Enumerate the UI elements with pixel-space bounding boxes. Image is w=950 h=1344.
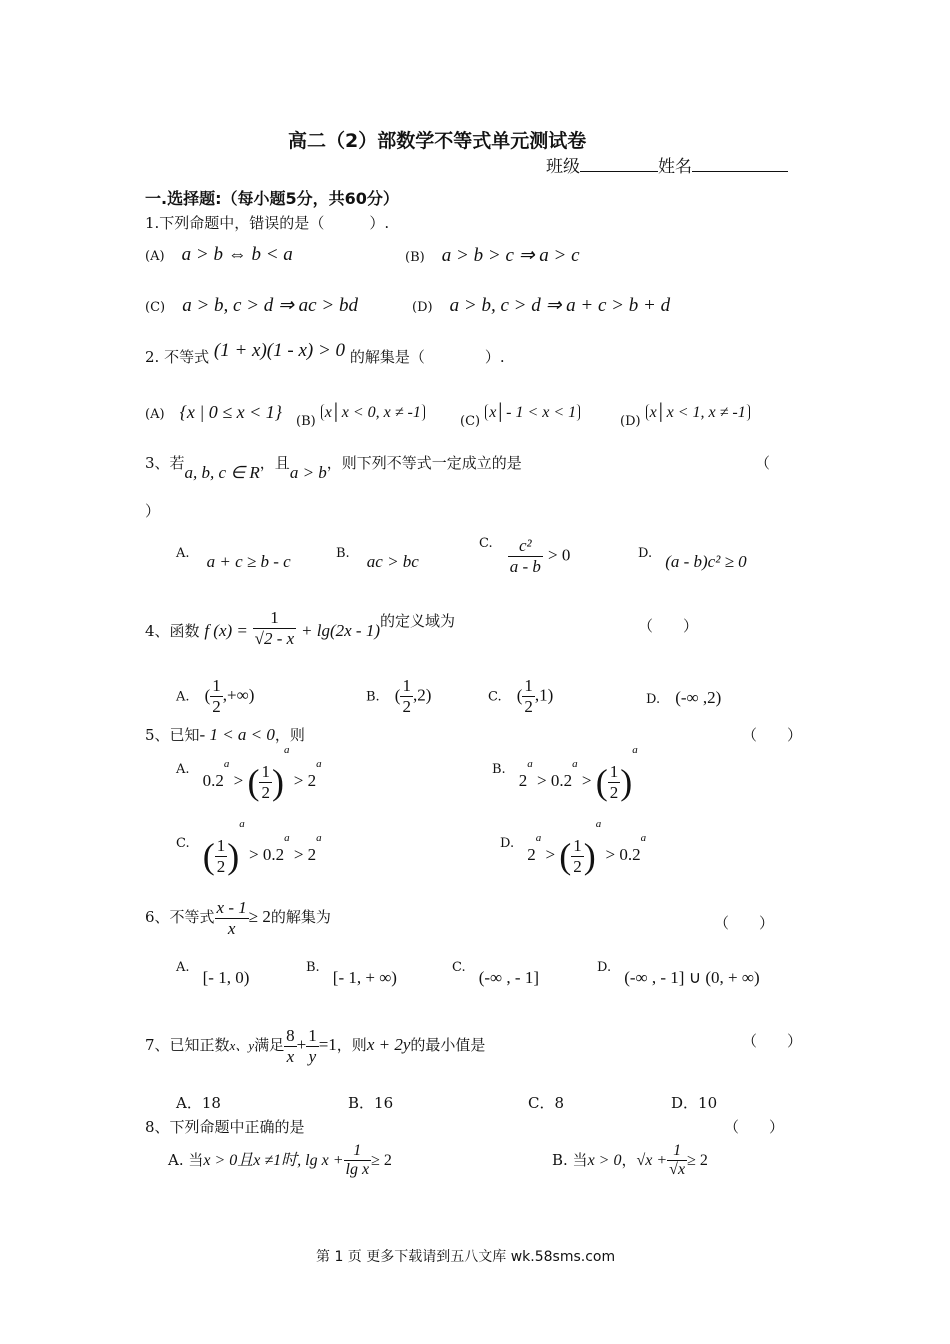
- frac-den: y: [308, 1046, 317, 1066]
- q3-prefix: 3、若: [145, 454, 185, 472]
- q3-option-d: [638, 542, 747, 571]
- q8-option-b: [552, 1142, 708, 1180]
- q2-option-c: [460, 402, 580, 429]
- option-label: (A): [145, 249, 165, 264]
- option-expr: ac > bc: [366, 552, 419, 571]
- page-footer: 第 1 页 更多下载请到五八文库 wk.58sms.com: [316, 1249, 616, 1265]
- q4-option-b: [366, 676, 431, 716]
- option-label: B.: [306, 960, 320, 975]
- option-label: B. 当: [552, 1150, 588, 1169]
- q7-option-c: C．8: [528, 1094, 565, 1112]
- frac-num: 1: [216, 836, 226, 855]
- q6-option-b: [306, 960, 397, 987]
- q4-option-d: [646, 688, 721, 708]
- option-fraction: [344, 1142, 372, 1180]
- base-2: 2: [307, 770, 317, 790]
- option-label: C.: [176, 836, 190, 851]
- option-expr: x│x < 1, x ≠ -1: [646, 404, 750, 421]
- frac-num: x - 1: [216, 898, 247, 917]
- q1-option-c: [145, 294, 358, 317]
- frac-num: 1: [573, 836, 582, 855]
- q1-option-b: [405, 244, 580, 267]
- option-open: (: [204, 685, 211, 705]
- gt-sign: >: [581, 770, 592, 790]
- q5-option-d: $^{D.}$ $2^a$ > ( $\frac{1}{2}$ )$^a$ > 0.2$^a$: [500, 818, 647, 877]
- option-label: B.: [492, 762, 506, 777]
- section-heading: 一.选择题:（每小题5分，共60分）: [145, 189, 399, 208]
- frac-den: 2: [261, 782, 270, 802]
- frac-den: 2: [402, 696, 411, 716]
- frac-den: x: [286, 1046, 295, 1066]
- q7-prefix: 7、已知正数: [145, 1036, 230, 1055]
- q2-stem: [145, 340, 505, 368]
- base-02: 0.2: [262, 844, 285, 864]
- option-label: (A): [145, 407, 165, 422]
- q3-option-c: [479, 536, 570, 576]
- q2-option-b: [296, 402, 425, 429]
- frac-den: √x: [669, 1161, 686, 1179]
- base-02: 0.2: [550, 770, 573, 790]
- name-blank: [692, 171, 788, 172]
- q3-paren-open: （: [755, 454, 771, 472]
- q7-mid: 满足: [254, 1036, 285, 1055]
- exp-a: a: [316, 758, 322, 770]
- frac-den: a - b: [509, 556, 541, 576]
- gt-sign: >: [293, 844, 304, 864]
- option-label: C.: [488, 689, 502, 705]
- q2-suffix: 的解集是（ ）.: [349, 348, 505, 366]
- base-2: 2: [527, 844, 536, 864]
- q5-suffix: ，则: [274, 726, 305, 744]
- q8-option-a: [168, 1142, 392, 1180]
- q8-paren: （ ）: [724, 1118, 785, 1136]
- q4-fraction: [253, 608, 297, 648]
- option-fraction: [508, 536, 543, 576]
- option-expr: √x +: [636, 1151, 668, 1169]
- q6-option-c: [452, 960, 539, 987]
- q2-option-a: [145, 402, 282, 423]
- q7-option-a: A．18: [176, 1094, 221, 1112]
- option-tail: ≥ 2: [371, 1151, 392, 1169]
- option-cond: x > 0且x ≠1时, lg x +: [203, 1151, 344, 1169]
- option-expr: a > b, c > d ⇒ a + c > b + d: [449, 295, 671, 316]
- frac-den: 2: [609, 782, 619, 802]
- frac-num: 1: [308, 1026, 317, 1045]
- option-label: B.: [366, 689, 380, 705]
- q5-option-a: $^{A.}$ 0.2$^a$ > ( $\frac{1}{2}$ )$^a$ > 2$^a$: [176, 744, 322, 803]
- option-open: (: [394, 685, 401, 705]
- q5-expr: - 1 < a < 0: [199, 725, 275, 744]
- q3-paren-close: ）: [145, 502, 161, 520]
- option-label: C.: [452, 960, 466, 975]
- half-fraction: [571, 836, 584, 876]
- option-tail: ,+∞): [222, 685, 255, 705]
- frac-num: 8: [286, 1026, 295, 1045]
- q6-paren: （ ）: [714, 914, 775, 932]
- q4-option-c: [488, 676, 553, 716]
- frac-num: 1: [524, 676, 533, 695]
- base-02: 0.2: [619, 844, 641, 864]
- q4-suffix: 的定义域为: [379, 612, 455, 631]
- exp-a: a: [572, 758, 578, 770]
- q4-option-a: [176, 676, 254, 716]
- class-label: 班级: [546, 157, 580, 177]
- q7-frac1: [284, 1026, 297, 1066]
- gt-sign: >: [248, 844, 259, 864]
- q7-frac2: [306, 1026, 319, 1066]
- option-comma: ，: [621, 1150, 637, 1169]
- q7-paren: （ ）: [742, 1032, 803, 1050]
- exp-a: a: [632, 744, 638, 756]
- frac-den: 2: [573, 856, 582, 876]
- frac-den: lg x: [345, 1161, 370, 1179]
- q6-suffix: 的解集为: [270, 908, 331, 927]
- half-fraction: [215, 836, 228, 876]
- exp-a: a: [283, 744, 290, 756]
- q7-vars: x、y: [229, 1038, 255, 1054]
- option-fraction: [667, 1142, 687, 1180]
- frac-den: 2: [212, 696, 221, 716]
- class-blank: [580, 171, 658, 172]
- option-expr: a + c ≥ b - c: [206, 552, 291, 571]
- q2-expr: (1 + x)(1 - x) > 0: [213, 340, 346, 361]
- option-open: (: [516, 685, 523, 705]
- frac-den: 2: [524, 696, 533, 716]
- q3-cond2: a > b: [289, 463, 327, 482]
- base-2: 2: [307, 844, 317, 864]
- exp-a: a: [284, 832, 290, 844]
- option-expr: x│- 1 < x < 1: [485, 404, 580, 421]
- option-tail: > 0: [547, 545, 571, 565]
- option-label: D.: [500, 836, 515, 851]
- q6-option-a: [176, 960, 250, 987]
- page-title: 高二（2）部数学不等式单元测试卷: [288, 130, 587, 152]
- q5-option-c: $^{C.}$ ( $\frac{1}{2}$ )$^a$ > 0.2$^a$ > 2$^a$: [176, 818, 322, 877]
- exp-a: a: [223, 758, 230, 770]
- q7-suffix: 的最小值是: [410, 1036, 486, 1055]
- q1-option-d: [412, 294, 670, 317]
- q7-plus: +: [296, 1035, 307, 1055]
- q3-option-a: [176, 542, 291, 571]
- option-expr: (a - b)c² ≥ 0: [665, 552, 747, 571]
- q2-prefix: 2. 不等式: [145, 348, 210, 366]
- option-expr: (-∞ , - 1] ∪ (0, + ∞): [624, 968, 760, 987]
- option-label: (C): [460, 414, 481, 429]
- option-expr: (-∞ , - 1]: [478, 968, 539, 987]
- option-label: (D): [412, 300, 433, 315]
- option-label: (B): [296, 414, 316, 429]
- q6-prefix: 6、不等式: [145, 908, 215, 927]
- q4-stem: [145, 608, 455, 652]
- q4-prefix: 4、函数: [145, 622, 200, 641]
- frac-num: c²: [508, 536, 543, 557]
- option-label: D.: [638, 546, 653, 561]
- exp-a: a: [535, 832, 542, 844]
- option-expr: (-∞ ,2): [675, 688, 722, 707]
- frac-den: √2 - x: [254, 628, 295, 648]
- option-label: A.: [176, 762, 190, 777]
- name-label: 姓名: [658, 157, 692, 177]
- q6-option-d: [597, 960, 760, 987]
- option-expr: a > b > c ⇒ a > c: [441, 245, 580, 266]
- option-label: B.: [336, 546, 350, 561]
- q7-eq: =1: [318, 1035, 337, 1055]
- q6-fraction: [215, 898, 249, 938]
- gt-sign: >: [537, 770, 547, 790]
- option-label: D.: [597, 960, 612, 975]
- q7-expr: x + 2y: [366, 1035, 411, 1055]
- gt-sign: >: [605, 844, 616, 864]
- option-expr: {x | 0 ≤ x < 1}: [179, 402, 282, 422]
- exp-a: a: [640, 832, 647, 844]
- option-expr: [- 1, 0): [202, 968, 250, 987]
- option-fraction: [210, 676, 223, 716]
- option-expr: x│x < 0, x ≠ -1: [321, 404, 425, 421]
- exp-a: a: [595, 818, 602, 830]
- q1-stem: 1.下列命题中，错误的是（ ）.: [145, 214, 390, 232]
- q4-tail: + lg(2x - 1): [301, 621, 380, 641]
- option-label: A.: [176, 689, 190, 705]
- option-label: C.: [479, 536, 493, 551]
- option-label: D.: [646, 692, 661, 707]
- half-fraction: [608, 762, 621, 802]
- option-tail: ≥ 2: [687, 1151, 708, 1169]
- exp-a: a: [239, 818, 245, 830]
- option-label: (C): [145, 300, 166, 315]
- frac-den: 2: [216, 856, 226, 876]
- frac-num: 1: [344, 1142, 372, 1161]
- q1-option-a: [145, 244, 293, 266]
- half-fraction: [259, 762, 272, 802]
- option-label: A. 当: [168, 1150, 204, 1169]
- q5-option-b: $^{B.}$ $2^a > 0.2^a$ > ( $\frac{1}{2}$ )$^a$: [492, 744, 638, 803]
- base-2: 2: [518, 770, 528, 790]
- option-fraction: [522, 676, 535, 716]
- option-expr: a > b, c > d ⇒ ac > bd: [182, 295, 358, 316]
- option-label: A.: [176, 546, 190, 561]
- option-tail: ,1): [534, 685, 554, 705]
- q3-cond1: a, b, c ∈ R: [184, 463, 260, 482]
- q7-mid2: ，则: [336, 1036, 367, 1055]
- q3-suffix: ，则下列不等式一定成立的是: [326, 454, 522, 472]
- frac-num: 1: [212, 676, 221, 695]
- q7-option-d: D．10: [671, 1094, 718, 1112]
- option-label: (B): [405, 250, 425, 265]
- exp-a: a: [527, 758, 533, 770]
- gt-sign: >: [545, 844, 556, 864]
- gt-sign: >: [233, 770, 244, 790]
- frac-num: 1: [253, 608, 297, 629]
- frac-num: 1: [261, 762, 270, 781]
- q3-option-b: [336, 542, 419, 571]
- option-fraction: [400, 676, 413, 716]
- option-expr: [- 1, + ∞): [332, 968, 397, 987]
- q5-paren: （ ）: [742, 726, 803, 744]
- q6-stem: [145, 898, 331, 938]
- gt-sign: >: [293, 770, 304, 790]
- option-label: (D): [620, 414, 641, 429]
- q2-option-d: [620, 402, 750, 429]
- frac-den: x: [227, 918, 236, 938]
- frac-num: 1: [667, 1142, 687, 1161]
- q7-stem: [145, 1026, 485, 1066]
- frac-num: 1: [609, 762, 619, 781]
- option-expr: a > b ⇔ b < a: [181, 244, 293, 265]
- q5-stem: [145, 724, 305, 745]
- option-label: A.: [176, 960, 190, 975]
- frac-num: 1: [402, 676, 411, 695]
- q3-mid: ，且: [259, 454, 290, 472]
- exp-a: a: [316, 832, 322, 844]
- q4-paren: （ ）: [638, 617, 699, 635]
- option-cond: x > 0: [587, 1151, 622, 1169]
- q8-stem: 8、下列命题中正确的是: [145, 1118, 305, 1136]
- base-02: 0.2: [202, 770, 224, 790]
- option-tail: ,2): [412, 685, 432, 705]
- q4-fx: f (x) =: [204, 621, 248, 641]
- q3-stem: [145, 452, 522, 482]
- q5-prefix: 5、已知: [145, 726, 200, 744]
- q7-option-b: B．16: [348, 1094, 394, 1112]
- class-name-line: [546, 152, 788, 177]
- q6-tail: ≥ 2: [248, 907, 271, 927]
